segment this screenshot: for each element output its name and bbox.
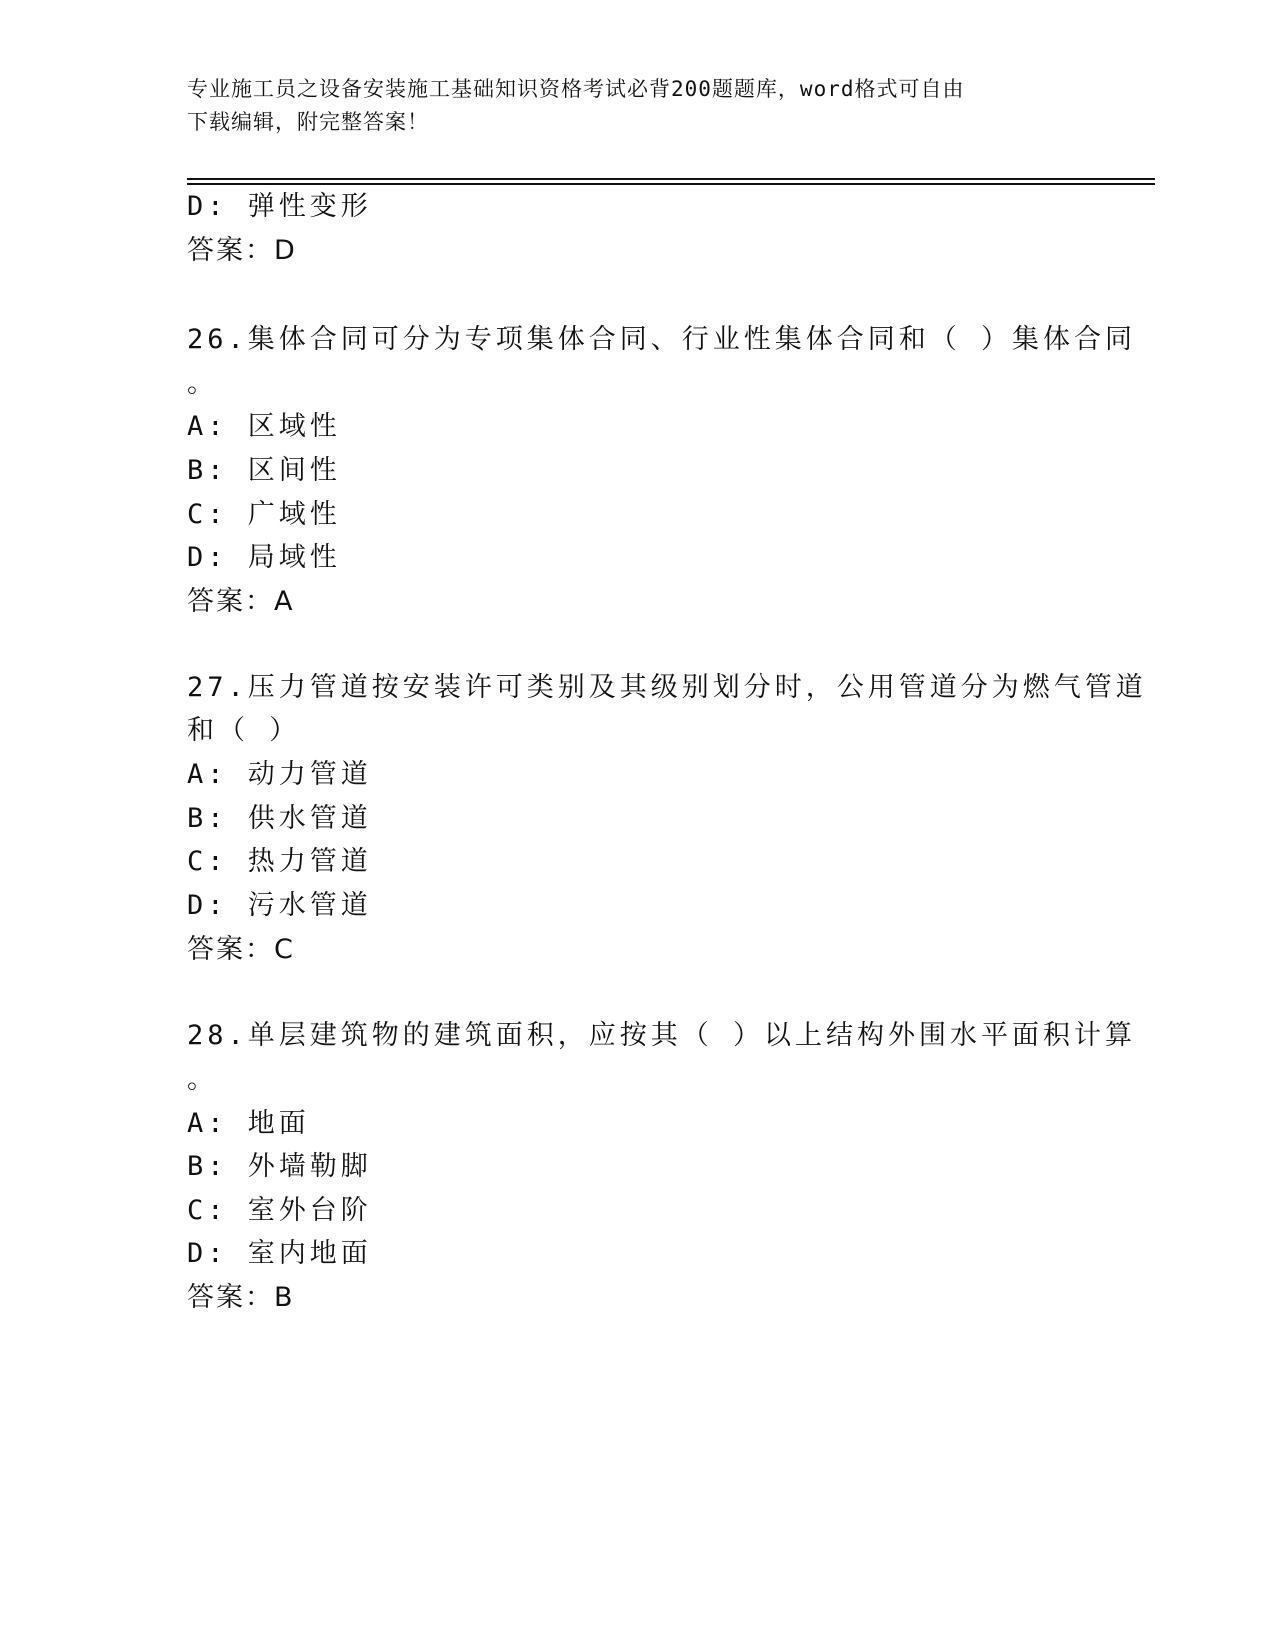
question-27-stem: 27.压力管道按安装许可类别及其级别划分时，公用管道分为燃气管道 <box>187 672 1147 703</box>
question-28-option-d: D: 室内地面 <box>187 1238 372 1269</box>
header-divider-top <box>187 178 1155 180</box>
question-28-option-b: B: 外墙勒脚 <box>187 1151 372 1182</box>
question-26-stem-continuation: 。 <box>187 368 218 399</box>
question-28-option-a: A: 地面 <box>187 1108 310 1139</box>
question-26-option-a: A: 区域性 <box>187 411 341 442</box>
question-26-option-b: B: 区间性 <box>187 455 341 486</box>
question-27-stem-continuation: 和（ ） <box>187 715 301 746</box>
question-27-option-b: B: 供水管道 <box>187 803 372 834</box>
prev-option-d: D: 弹性变形 <box>187 191 372 222</box>
header-line-2: 下载编辑，附完整答案！ <box>187 110 429 134</box>
prev-answer: 答案：D <box>187 235 297 266</box>
question-27-option-c: C: 热力管道 <box>187 846 372 877</box>
question-28-answer: 答案：B <box>187 1282 295 1313</box>
header-line-1: 专业施工员之设备安装施工基础知识资格考试必背200题题库，word格式可自由 <box>187 77 965 101</box>
question-26-option-d: D: 局域性 <box>187 542 341 573</box>
question-26-stem: 26.集体合同可分为专项集体合同、行业性集体合同和（ ）集体合同 <box>187 324 1137 355</box>
question-26-answer: 答案：A <box>187 586 295 617</box>
question-28-stem-continuation: 。 <box>187 1064 218 1095</box>
question-26-option-c: C: 广域性 <box>187 499 341 530</box>
question-28-stem: 28.单层建筑物的建筑面积，应按其（ ）以上结构外围水平面积计算 <box>187 1020 1137 1051</box>
question-28-option-c: C: 室外台阶 <box>187 1195 372 1226</box>
header-divider-bottom <box>187 183 1155 185</box>
document-header <box>187 73 1067 139</box>
question-27-option-d: D: 污水管道 <box>187 890 372 921</box>
question-27-option-a: A: 动力管道 <box>187 759 372 790</box>
question-27-answer: 答案：C <box>187 934 295 965</box>
